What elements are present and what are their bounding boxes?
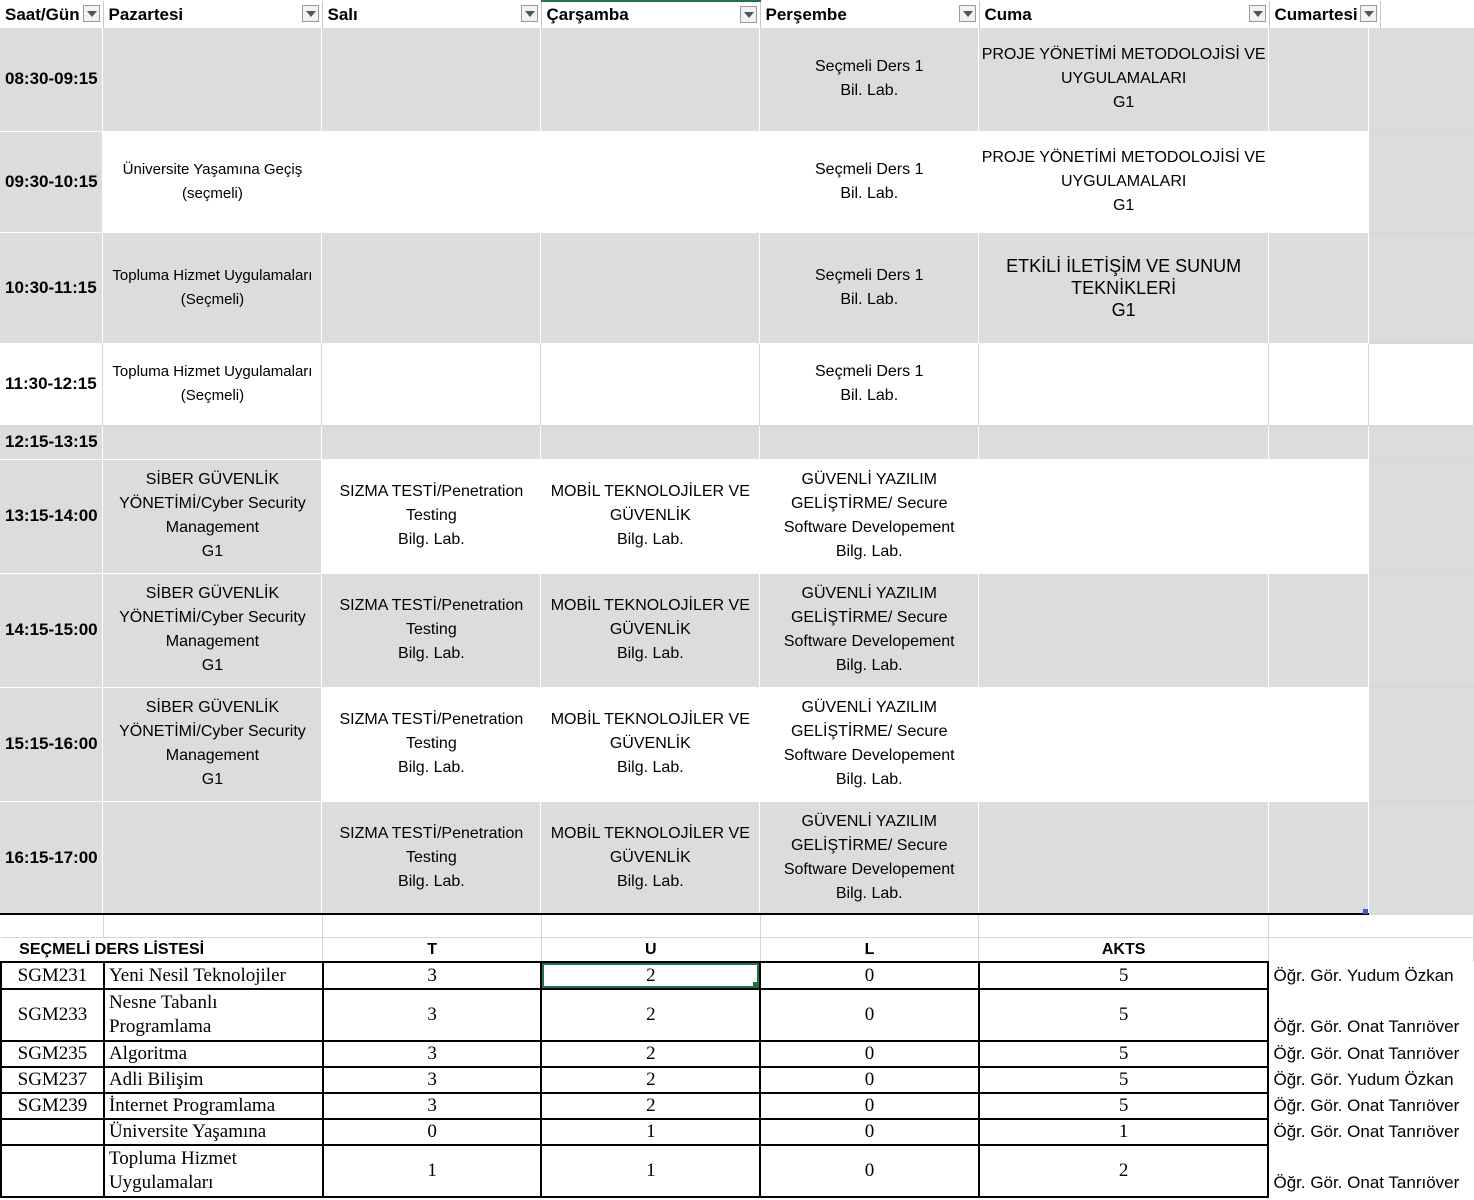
- thursday-cell[interactable]: GÜVENLİ YAZILIM GELİŞTİRME/ Secure Software Developement Bilg. Lab.: [760, 459, 979, 573]
- course-u[interactable]: 1: [541, 1145, 760, 1197]
- course-name[interactable]: Nesne Tabanlı Programlama: [104, 989, 323, 1041]
- empty-cell[interactable]: [1369, 459, 1474, 573]
- header-monday[interactable]: Pazartesi: [103, 1, 322, 29]
- saturday-cell[interactable]: [1269, 801, 1369, 914]
- empty-cell[interactable]: [541, 915, 760, 938]
- monday-cell[interactable]: Topluma Hizmet Uygulamaları (Seçmeli): [103, 232, 322, 343]
- empty-cell[interactable]: [1369, 573, 1474, 687]
- time-cell[interactable]: 08:30-09:15: [0, 28, 103, 131]
- saturday-cell[interactable]: [1269, 573, 1369, 687]
- schedule-row: [0, 573, 1474, 687]
- course-akts[interactable]: 5: [979, 962, 1269, 989]
- saturday-cell[interactable]: [1269, 131, 1369, 232]
- tuesday-cell[interactable]: SIZMA TESTİ/Penetration Testing Bilg. Lab.: [322, 573, 541, 687]
- header-tuesday[interactable]: Salı: [322, 1, 541, 29]
- course-l[interactable]: 0: [760, 1041, 979, 1067]
- tuesday-cell[interactable]: SIZMA TESTİ/Penetration Testing Bilg. Lab.: [322, 687, 541, 801]
- course-code[interactable]: [1, 1119, 104, 1145]
- wednesday-cell[interactable]: [541, 425, 760, 459]
- schedule-row: [0, 425, 1474, 459]
- empty-cell[interactable]: [1369, 28, 1474, 131]
- course-teacher[interactable]: Öğr. Gör. Onat Tanrıöver: [1273, 1173, 1460, 1192]
- monday-cell[interactable]: SİBER GÜVENLİK YÖNETİMİ/Cyber Security Management G1: [103, 687, 322, 801]
- schedule-table: [0, 28, 1474, 915]
- wednesday-cell[interactable]: MOBİL TEKNOLOJİLER VE GÜVENLİK Bilg. Lab.: [541, 801, 760, 914]
- time-cell[interactable]: 12:15-13:15: [0, 425, 103, 459]
- time-cell[interactable]: 16:15-17:00: [0, 801, 103, 914]
- course-teacher[interactable]: Öğr. Gör. Onat Tanrıöver: [1273, 1044, 1460, 1063]
- course-name[interactable]: Yeni Nesil Teknolojiler: [104, 962, 323, 989]
- course-akts[interactable]: 2: [979, 1145, 1269, 1197]
- course-l[interactable]: 0: [760, 989, 979, 1041]
- course-teacher[interactable]: Öğr. Gör. Yudum Özkan: [1273, 965, 1454, 985]
- elective-row: [1, 1041, 1474, 1067]
- course-u[interactable]: 2: [541, 1041, 760, 1067]
- course-u-active-cell[interactable]: [541, 962, 760, 989]
- saturday-cell[interactable]: [1269, 687, 1369, 801]
- friday-cell[interactable]: [979, 573, 1269, 687]
- course-code[interactable]: SGM239: [1, 1093, 104, 1119]
- wednesday-cell[interactable]: [541, 232, 760, 343]
- schedule-row: [0, 343, 1474, 425]
- thursday-cell[interactable]: GÜVENLİ YAZILIM GELİŞTİRME/ Secure Software Developement Bilg. Lab.: [760, 687, 979, 801]
- friday-cell[interactable]: [979, 687, 1269, 801]
- course-akts[interactable]: 5: [979, 1041, 1269, 1067]
- course-teacher[interactable]: Öğr. Gör. Onat Tanrıöver: [1273, 1122, 1460, 1141]
- monday-cell[interactable]: [103, 425, 322, 459]
- header-row: [0, 0, 1381, 30]
- course-name[interactable]: Üniversite Yaşamına: [104, 1119, 323, 1145]
- course-t[interactable]: 3: [323, 989, 542, 1041]
- monday-cell[interactable]: [103, 28, 322, 131]
- monday-cell[interactable]: SİBER GÜVENLİK YÖNETİMİ/Cyber Security Management G1: [103, 573, 322, 687]
- header-friday[interactable]: Cuma: [979, 1, 1269, 29]
- filter-dropdown-icon[interactable]: [740, 6, 757, 23]
- header-saturday[interactable]: Cumartesi: [1269, 1, 1380, 29]
- empty-cell[interactable]: [1369, 131, 1474, 232]
- wednesday-cell[interactable]: MOBİL TEKNOLOJİLER VE GÜVENLİK Bilg. Lab.: [541, 459, 760, 573]
- monday-cell[interactable]: Üniversite Yaşamına Geçiş (seçmeli): [103, 131, 322, 232]
- time-cell[interactable]: 11:30-12:15: [0, 343, 103, 425]
- course-u[interactable]: 1: [541, 1119, 760, 1145]
- elective-row: [1, 962, 1474, 989]
- tuesday-cell[interactable]: SIZMA TESTİ/Penetration Testing Bilg. Lab.: [322, 801, 541, 914]
- wednesday-cell[interactable]: MOBİL TEKNOLOJİLER VE GÜVENLİK Bilg. Lab.: [541, 687, 760, 801]
- col-akts-header[interactable]: AKTS: [979, 938, 1269, 963]
- course-t[interactable]: 0: [323, 1119, 542, 1145]
- saturday-cell[interactable]: [1269, 28, 1369, 131]
- filter-dropdown-icon[interactable]: [1249, 5, 1266, 22]
- friday-cell[interactable]: PROJE YÖNETİMİ METODOLOJİSİ VE UYGULAMALARI G1: [979, 28, 1269, 131]
- saturday-cell[interactable]: [1269, 425, 1369, 459]
- filter-dropdown-icon[interactable]: [83, 5, 100, 22]
- col-u-header[interactable]: U: [541, 938, 760, 963]
- friday-cell[interactable]: [979, 459, 1269, 573]
- course-l[interactable]: 0: [760, 1067, 979, 1093]
- schedule-row: [0, 459, 1474, 573]
- thursday-cell[interactable]: Seçmeli Ders 1 Bil. Lab.: [760, 232, 979, 343]
- filter-dropdown-icon[interactable]: [521, 5, 538, 22]
- course-code[interactable]: SGM233: [1, 989, 104, 1041]
- tuesday-cell[interactable]: [322, 131, 541, 232]
- course-teacher[interactable]: Öğr. Gör. Yudum Özkan: [1273, 1070, 1454, 1089]
- elective-row: [1, 1067, 1474, 1093]
- tuesday-cell[interactable]: SIZMA TESTİ/Penetration Testing Bilg. Lab.: [322, 459, 541, 573]
- thursday-cell[interactable]: Seçmeli Ders 1 Bil. Lab.: [760, 28, 979, 131]
- tuesday-cell[interactable]: [322, 28, 541, 131]
- empty-cell[interactable]: [760, 915, 979, 938]
- filter-dropdown-icon[interactable]: [302, 5, 319, 22]
- course-t[interactable]: 3: [323, 962, 542, 989]
- course-u[interactable]: 2: [541, 989, 760, 1041]
- friday-cell[interactable]: [979, 343, 1269, 425]
- friday-cell[interactable]: ETKİLİ İLETİŞİM VE SUNUM TEKNİKLERİ G1: [979, 232, 1269, 343]
- empty-cell[interactable]: [323, 915, 542, 938]
- filter-dropdown-icon[interactable]: [1360, 5, 1377, 22]
- course-akts[interactable]: 5: [979, 1067, 1269, 1093]
- elective-list-title[interactable]: SEÇMELİ DERS LİSTESİ: [1, 938, 323, 963]
- thursday-cell[interactable]: GÜVENLİ YAZILIM GELİŞTİRME/ Secure Software Developement Bilg. Lab.: [760, 573, 979, 687]
- header-wednesday[interactable]: Çarşamba: [541, 1, 760, 29]
- saturday-cell[interactable]: [1269, 459, 1369, 573]
- course-l[interactable]: 0: [760, 962, 979, 989]
- course-teacher[interactable]: Öğr. Gör. Onat Tanrıöver: [1273, 1096, 1460, 1115]
- course-akts[interactable]: 5: [979, 1093, 1269, 1119]
- course-l[interactable]: 0: [760, 1119, 979, 1145]
- empty-cell[interactable]: [1369, 425, 1474, 459]
- empty-cell[interactable]: [1369, 343, 1474, 425]
- elective-header-row: [1, 938, 1474, 963]
- course-u[interactable]: 2: [541, 1093, 760, 1119]
- elective-row: [1, 989, 1474, 1041]
- empty-cell[interactable]: [1369, 687, 1474, 801]
- empty-cell[interactable]: [104, 915, 323, 938]
- time-cell[interactable]: 10:30-11:15: [0, 232, 103, 343]
- thursday-cell[interactable]: [760, 425, 979, 459]
- elective-row: [1, 1093, 1474, 1119]
- course-l[interactable]: 0: [760, 1145, 979, 1197]
- header-time[interactable]: Saat/Gün: [0, 1, 103, 29]
- wednesday-cell[interactable]: [541, 131, 760, 232]
- tuesday-cell[interactable]: [322, 425, 541, 459]
- fill-handle[interactable]: [753, 982, 760, 989]
- schedule-row: [0, 801, 1474, 914]
- elective-row: [1, 1145, 1474, 1197]
- time-cell[interactable]: 14:15-15:00: [0, 573, 103, 687]
- col-l-header[interactable]: L: [760, 938, 979, 963]
- tuesday-cell[interactable]: [322, 343, 541, 425]
- schedule-row: [0, 687, 1474, 801]
- empty-cell[interactable]: [1268, 938, 1473, 963]
- tuesday-cell[interactable]: [322, 232, 541, 343]
- course-t[interactable]: 3: [323, 1067, 542, 1093]
- friday-cell[interactable]: [979, 425, 1269, 459]
- elective-row: [1, 1119, 1474, 1145]
- course-akts[interactable]: 5: [979, 989, 1269, 1041]
- monday-cell[interactable]: [103, 801, 322, 914]
- blank-row: [1, 915, 1474, 938]
- schedule-row: [0, 28, 1474, 131]
- header-thursday[interactable]: Perşembe: [760, 1, 979, 29]
- saturday-cell[interactable]: [1269, 232, 1369, 343]
- time-cell[interactable]: 09:30-10:15: [0, 131, 103, 232]
- saturday-cell[interactable]: [1269, 343, 1369, 425]
- course-u[interactable]: 2: [541, 1067, 760, 1093]
- thursday-cell[interactable]: Seçmeli Ders 1 Bil. Lab.: [760, 131, 979, 232]
- course-code[interactable]: SGM235: [1, 1041, 104, 1067]
- course-l[interactable]: 0: [760, 1093, 979, 1119]
- wednesday-cell[interactable]: [541, 28, 760, 131]
- course-name[interactable]: Algoritma: [104, 1041, 323, 1067]
- filter-dropdown-icon[interactable]: [959, 5, 976, 22]
- schedule-row: [0, 131, 1474, 232]
- friday-cell[interactable]: [979, 801, 1269, 914]
- thursday-cell[interactable]: GÜVENLİ YAZILIM GELİŞTİRME/ Secure Software Developement Bilg. Lab.: [760, 801, 979, 914]
- monday-cell[interactable]: Topluma Hizmet Uygulamaları (Seçmeli): [103, 343, 322, 425]
- course-akts[interactable]: 1: [979, 1119, 1269, 1145]
- course-code[interactable]: [1, 1145, 104, 1197]
- wednesday-cell[interactable]: [541, 343, 760, 425]
- course-t[interactable]: 3: [323, 1041, 542, 1067]
- cell-value: 2: [646, 964, 656, 986]
- empty-cell[interactable]: [1369, 232, 1474, 343]
- course-code[interactable]: SGM231: [1, 962, 104, 989]
- wednesday-cell[interactable]: MOBİL TEKNOLOJİLER VE GÜVENLİK Bilg. Lab.: [541, 573, 760, 687]
- course-t[interactable]: 3: [323, 1093, 542, 1119]
- empty-cell[interactable]: [1268, 915, 1473, 938]
- time-cell[interactable]: 15:15-16:00: [0, 687, 103, 801]
- course-teacher[interactable]: Öğr. Gör. Onat Tanrıöver: [1273, 1017, 1460, 1036]
- thursday-cell[interactable]: Seçmeli Ders 1 Bil. Lab.: [760, 343, 979, 425]
- course-t[interactable]: 1: [323, 1145, 542, 1197]
- empty-cell[interactable]: [1369, 801, 1474, 914]
- empty-cell[interactable]: [1, 915, 104, 938]
- elective-list-table: [0, 915, 1474, 1198]
- empty-cell[interactable]: [979, 915, 1269, 938]
- course-name[interactable]: Topluma Hizmet Uygulamaları: [104, 1145, 323, 1197]
- table-resize-handle[interactable]: [1363, 909, 1368, 914]
- course-name[interactable]: Adli Bilişim: [104, 1067, 323, 1093]
- schedule-row: [0, 232, 1474, 343]
- time-cell[interactable]: 13:15-14:00: [0, 459, 103, 573]
- col-t-header[interactable]: T: [323, 938, 542, 963]
- friday-cell[interactable]: PROJE YÖNETİMİ METODOLOJİSİ VE UYGULAMALARI G1: [979, 131, 1269, 232]
- monday-cell[interactable]: SİBER GÜVENLİK YÖNETİMİ/Cyber Security Management G1: [103, 459, 322, 573]
- course-code[interactable]: SGM237: [1, 1067, 104, 1093]
- course-name[interactable]: İnternet Programlama: [104, 1093, 323, 1119]
